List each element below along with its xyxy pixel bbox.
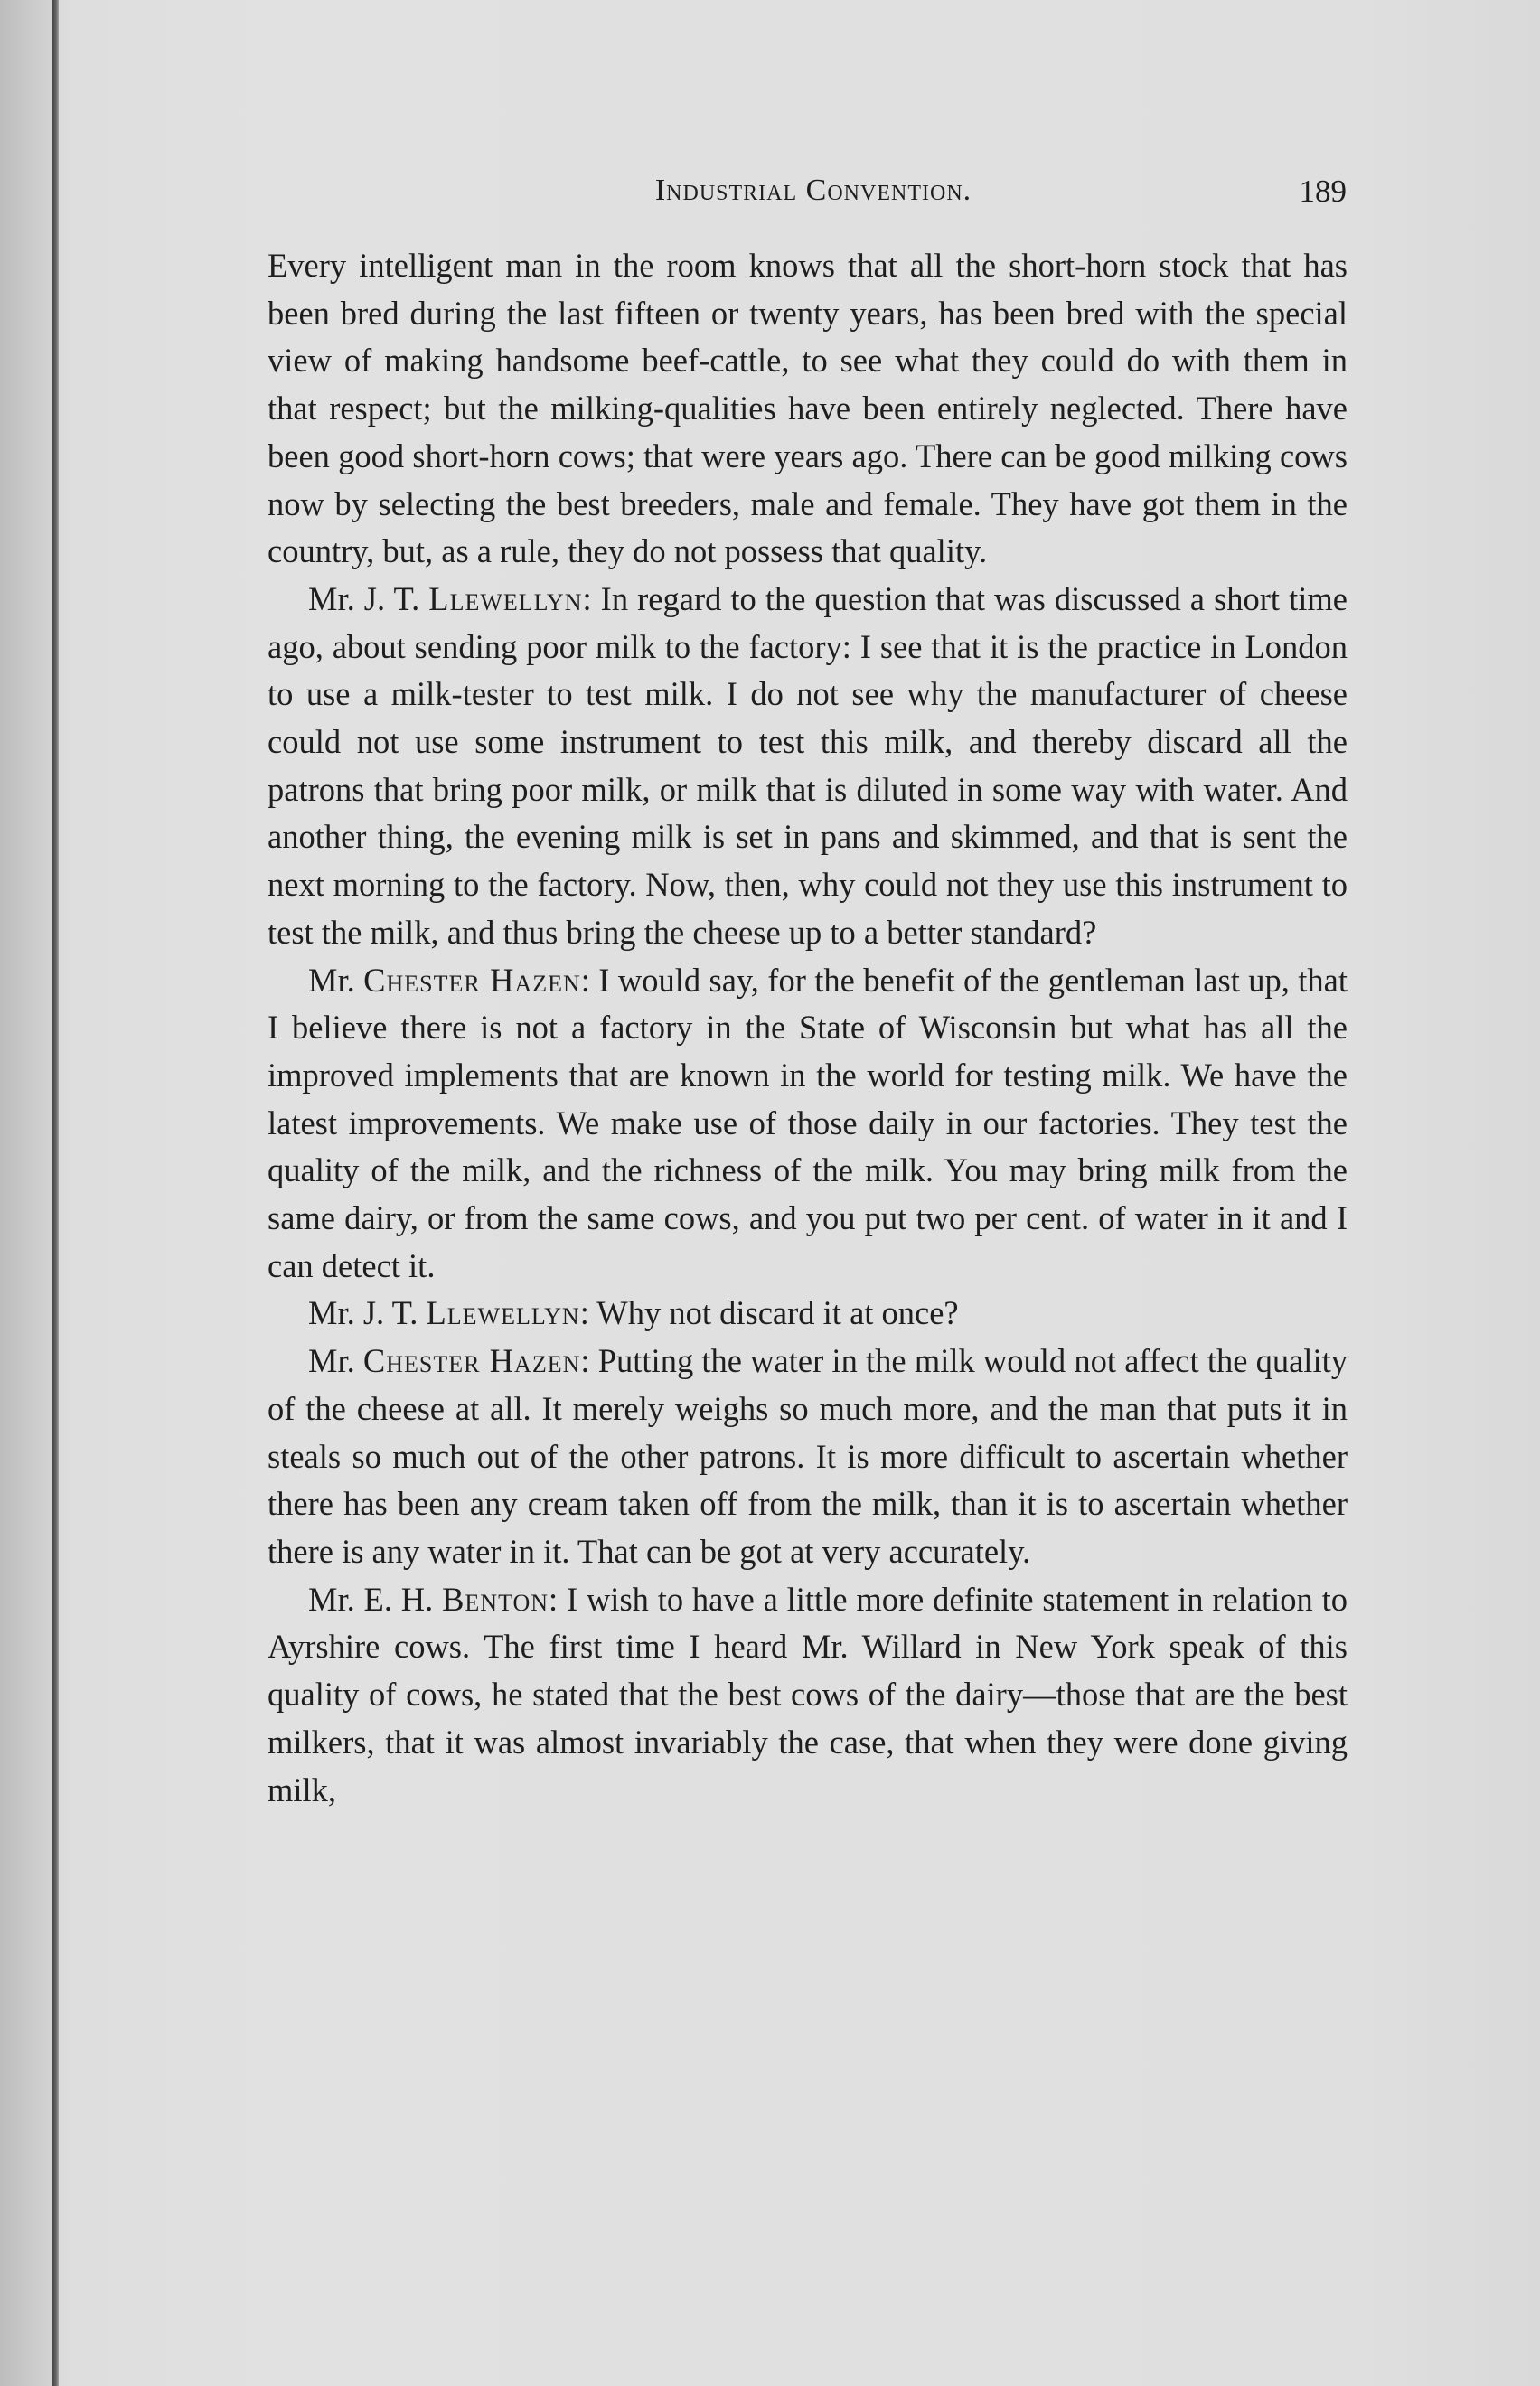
paragraph-text: : I wish to have a little more definite statement in relation to Ayrshire cows. The first time I heard Mr. Willard in New York speak of this quality of cows, he stated that the best cows of the dairy—those that are the best milkers, that it was almost invariably the case, that when they were done giving milk, — [268, 1580, 1348, 1808]
binding-edge — [52, 0, 59, 2386]
speaker-prefix: Mr. — [308, 1342, 363, 1380]
paragraph-3 — [268, 957, 1348, 1291]
binding-shadow — [0, 0, 52, 2386]
body-text — [268, 242, 1348, 1814]
paragraph-5 — [268, 1338, 1348, 1576]
paragraph-6 — [268, 1576, 1348, 1815]
speaker-name: Llewellyn — [428, 579, 583, 617]
page-number: 189 — [1299, 174, 1347, 209]
paragraph-text: : I would say, for the benefit of the gentleman last up, that I believe there is not a factory in the State of Wisconsin but what has all the improved implements that are known in the world for testing milk. We have the latest improvements. We make use of those daily in our factories. They test the quality of the milk, and the richness of the milk. You may bring milk from the same dairy, or from the same cows, and you put two per cent. of water in it and I can detect it. — [268, 961, 1348, 1284]
paragraph-4 — [268, 1290, 1348, 1338]
speaker-prefix: Mr. E. H. — [308, 1580, 443, 1618]
paragraph-text: : Putting the water in the milk would not affect the quality of the cheese at all. It merely weighs so much more, and the man that puts it in steals so much out of the other patrons. It is more difficult to ascertain whether there has been any cream taken off from the milk, than it is to ascertain whether there is any water in it. That can be got at very accurately. — [268, 1342, 1348, 1570]
paragraph-1 — [268, 242, 1348, 576]
speaker-name: Benton — [442, 1580, 549, 1618]
paragraph-text: : In regard to the question that was discussed a short time ago, about sending poor milk to the factory: I see that it is the practice in London to use a milk-tester to test milk. I do not see why the manufacturer of cheese could not use some instrument to test this milk, and thereby discard all the patrons that bring poor milk, or milk that is diluted in some way with water. And another thing, the evening milk is set in pans and skimmed, and that is sent the next morning to the factory. Now, then, why could not they use this instrument to test the milk, and thus bring the cheese up to a better standard? — [268, 579, 1348, 951]
running-title: Industrial Convention. — [654, 174, 972, 207]
paragraph-2 — [268, 576, 1348, 957]
speaker-name: Llewellyn — [426, 1294, 580, 1332]
paragraph-text: Every intelligent man in the room knows that all the short-horn stock that has been bred during the last fifteen or twenty years, has been bred with the special view of making handsome beef-cattle, to see what they could do with them in that respect; but the milking-qualities have been entirely neglected. There have been good short-horn cows; that were years ago. There can be good milking cows now by selecting the best breeders, male and female. They have got them in the country, but, as a rule, they do not possess that quality. — [268, 247, 1348, 570]
speaker-name: Chester Hazen — [362, 1342, 581, 1380]
speaker-prefix: Mr. J. T. — [308, 579, 429, 617]
speaker-prefix: Mr. — [308, 961, 364, 999]
speaker-prefix: Mr. J. T. — [308, 1294, 427, 1332]
speaker-name: Chester Hazen — [363, 961, 581, 999]
paragraph-text: : Why not discard it at once? — [579, 1294, 959, 1332]
page-header — [268, 174, 1359, 219]
